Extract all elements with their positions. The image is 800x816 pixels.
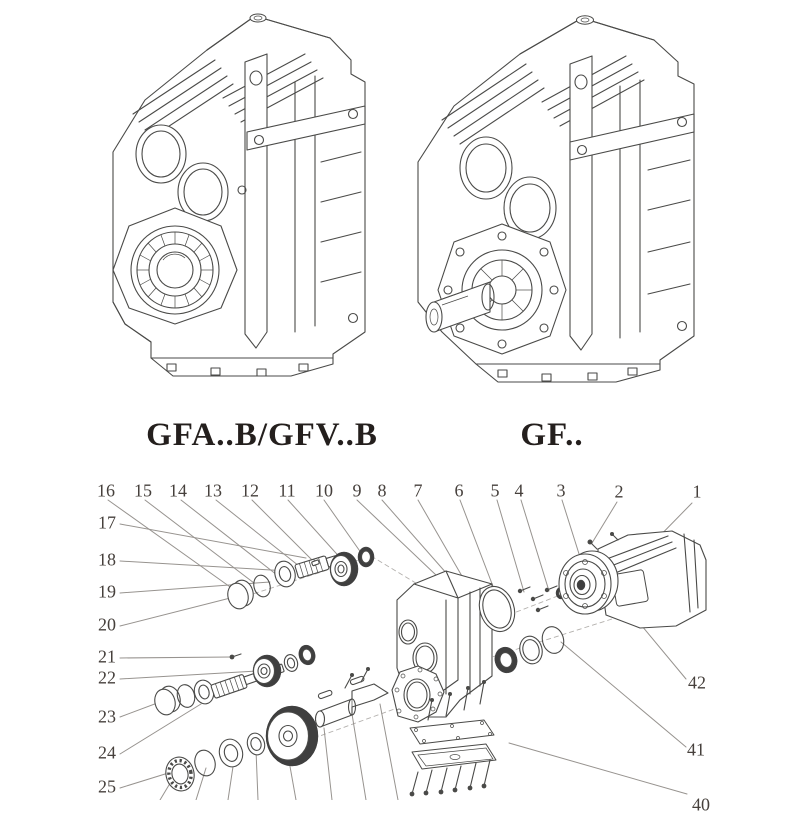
- callout-24: 24: [98, 742, 116, 763]
- callout-9: 9: [352, 480, 362, 501]
- callout-18: 18: [98, 549, 116, 570]
- callout-3: 3: [556, 480, 566, 501]
- callout-21: 21: [98, 646, 116, 667]
- callout-10: 10: [315, 480, 333, 501]
- callout-42: 42: [688, 672, 706, 693]
- exploded-view-diagram: [108, 500, 706, 800]
- output-shaft: [316, 684, 389, 727]
- callout-14: 14: [169, 480, 187, 501]
- callout-41: 41: [687, 739, 705, 760]
- callout-2: 2: [614, 481, 624, 502]
- callout-19: 19: [98, 581, 116, 602]
- model-label-gfab: GFA..B/GFV..B: [146, 417, 378, 453]
- motor-side-rings: [492, 624, 567, 675]
- callout-40-partial: 40: [692, 794, 710, 815]
- gear-housing: [392, 571, 492, 722]
- callout-15: 15: [134, 480, 152, 501]
- gearbox-drawing-gf: [418, 16, 694, 382]
- callout-6: 6: [454, 480, 464, 501]
- hollow-shaft-bore: [113, 208, 237, 324]
- callout-4: 4: [514, 480, 524, 501]
- callout-25: 25: [98, 776, 116, 797]
- callout-23: 23: [98, 706, 116, 727]
- oil-plug: [250, 14, 266, 22]
- callout-22: 22: [98, 667, 116, 688]
- gearbox-drawing-gfab: [113, 14, 365, 376]
- callout-7: 7: [413, 480, 423, 501]
- callout-11: 11: [278, 480, 296, 501]
- callout-20: 20: [98, 614, 116, 635]
- callout-8: 8: [377, 480, 387, 501]
- cover-plate: [412, 744, 496, 769]
- motor: [559, 531, 706, 628]
- oil-plug: [577, 16, 594, 24]
- callout-16: 16: [97, 480, 115, 501]
- callout-17: 17: [98, 512, 116, 533]
- screws: [518, 586, 557, 612]
- callout-13: 13: [204, 480, 222, 501]
- callout-5: 5: [490, 480, 500, 501]
- callout-12: 12: [241, 480, 259, 501]
- output-flange: [438, 224, 566, 354]
- callout-1: 1: [692, 481, 702, 502]
- model-label-gf: GF..: [520, 417, 584, 453]
